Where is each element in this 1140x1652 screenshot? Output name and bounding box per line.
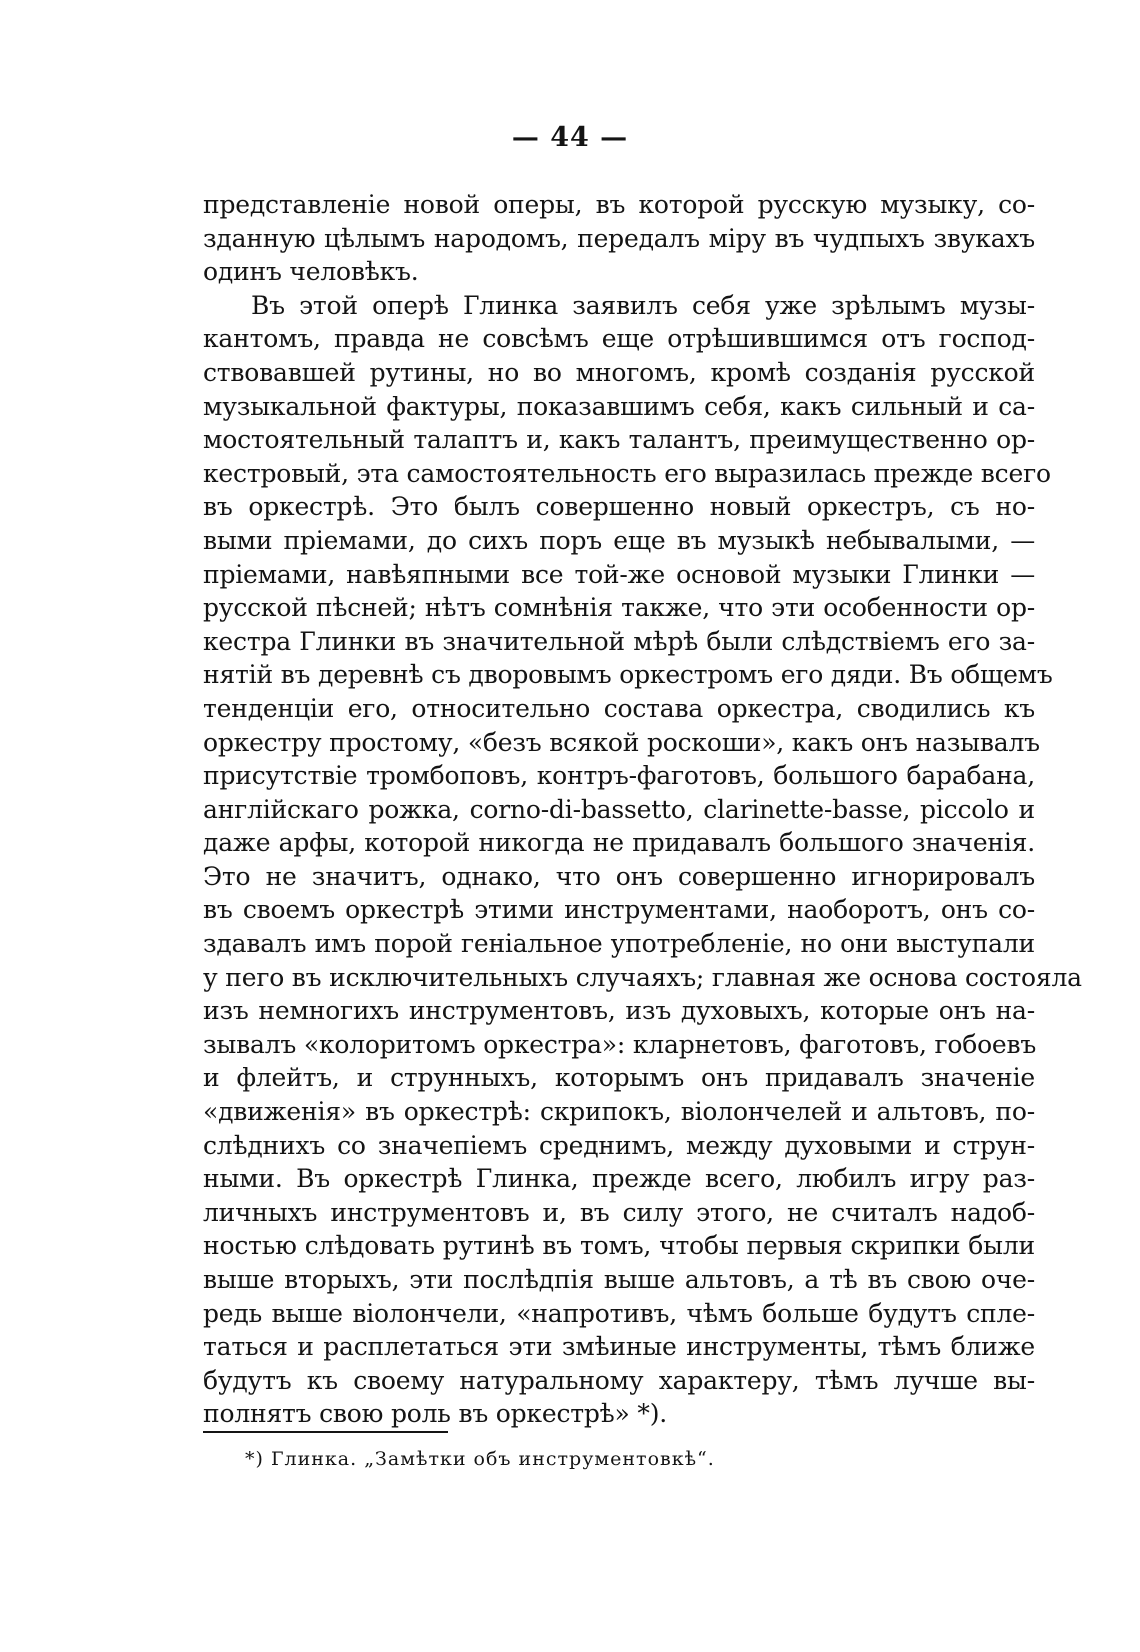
text-line: здавалъ имъ порой геніальное употребленіе, но они выступали	[203, 929, 1035, 959]
text-line: ностью слѣдовать рутинѣ въ томъ, чтобы первыя скрипки были	[203, 1231, 1035, 1261]
page-number: — 44 —	[511, 122, 629, 153]
text-line: личныхъ инструментовъ и, въ силу этого, не считалъ надоб-	[203, 1197, 1035, 1227]
text-line: кестровый, эта самостоятельность его выразилась прежде всего	[203, 458, 1051, 488]
text-line: зданную цѣлымъ народомъ, передалъ міру въ чудпыхъ звукахъ	[203, 223, 1035, 253]
footnote: *) Глинка. „Замѣтки объ инструментовкѣ“.	[245, 1448, 715, 1470]
text-line: пріемами, навѣяпными все той-же основой музыки Глинки —	[203, 559, 1035, 589]
text-line: будутъ къ своему натуральному характеру, тѣмъ лучше вы-	[203, 1365, 1035, 1395]
text-line: Это не значитъ, однако, что онъ совершенно игнорировалъ	[203, 861, 1035, 891]
text-line: «движенія» въ оркестрѣ: скрипокъ, віолончелей и альтовъ, по-	[203, 1097, 1035, 1127]
text-line: музыкальной фактуры, показавшимъ себя, какъ сильный и са-	[203, 391, 1035, 421]
text-line: тенденціи его, относительно состава оркестра, сводились къ	[203, 693, 1035, 723]
text-line: выми пріемами, до сихъ поръ еще въ музыкѣ небывалыми, —	[203, 525, 1035, 555]
text-line: присутствіе тромбоповъ, контръ-фаготовъ, большого барабана,	[203, 761, 1035, 791]
text-line: редь выше віолончели, «напротивъ, чѣмъ больше будутъ сплe-	[203, 1298, 1035, 1328]
text-line: англійскаго рожка, corno-di-bassetto, clarinette-basse, piccolo и	[203, 794, 1035, 824]
text-line: даже арфы, которой никогда не придавалъ большого значенія.	[203, 828, 1035, 858]
text-line: кестра Глинки въ значительной мѣрѣ были слѣдствіемъ его за-	[203, 626, 1035, 656]
text-line: таться и расплетаться эти змѣиные инструменты, тѣмъ ближе	[203, 1332, 1035, 1362]
text-line: въ оркестрѣ. Это былъ совершенно новый оркестръ, съ но-	[203, 492, 1035, 522]
text-line: одинъ человѣкъ.	[203, 257, 419, 287]
text-line: въ своемъ оркестрѣ этими инструментами, наоборотъ, онъ со-	[203, 895, 1035, 925]
text-line: зывалъ «колоритомъ оркестра»: кларнетовъ, фаготовъ, гобоевъ	[203, 1029, 1037, 1059]
text-line: мостоятельный талаптъ и, какъ талантъ, преимущественно ор-	[203, 425, 1035, 455]
text-line: изъ немногихъ инструментовъ, изъ духовыхъ, которые онъ на-	[203, 996, 1035, 1026]
text-line: представленіе новой оперы, въ которой русскую музыку, со-	[203, 190, 1035, 219]
text-line: кантомъ, правда не совсѣмъ еще отрѣшившимся отъ господ-	[203, 324, 1035, 354]
text-line: оркестру простому, «безъ всякой роскоши», какъ онъ называлъ	[203, 727, 1040, 757]
text-line: ными. Въ оркестрѣ Глинка, прежде всего, любилъ игру раз-	[203, 1164, 1035, 1194]
text-line: ствовавшей рутины, но во многомъ, кромѣ созданія русской	[203, 357, 1035, 387]
text-line: полнятъ свою роль въ оркестрѣ» *).	[203, 1399, 668, 1429]
main-text	[203, 188, 1082, 1431]
text-line: у пего въ исключительныхъ случаяхъ; главная же основа состояла	[203, 962, 1082, 992]
footnote-separator	[203, 1431, 448, 1433]
text-line: и флейтъ, и струнныхъ, которымъ онъ придавалъ значеніе	[203, 1063, 1035, 1093]
text-line: Въ этой оперѣ Глинка заявилъ себя уже зрѣлымъ музы-	[251, 290, 1035, 320]
text-line: выше вторыхъ, эти послѣдпія выше альтовъ, а тѣ въ свою оче-	[203, 1265, 1035, 1294]
text-line: русской пѣсней; нѣтъ сомнѣнія также, что эти особенности ор-	[203, 593, 1035, 623]
text-line: нятій въ деревнѣ съ дворовымъ оркестромъ его дяди. Въ общемъ	[203, 660, 1053, 690]
text-line: слѣднихъ со значепіемъ среднимъ, между духовыми и струн-	[203, 1130, 1035, 1160]
